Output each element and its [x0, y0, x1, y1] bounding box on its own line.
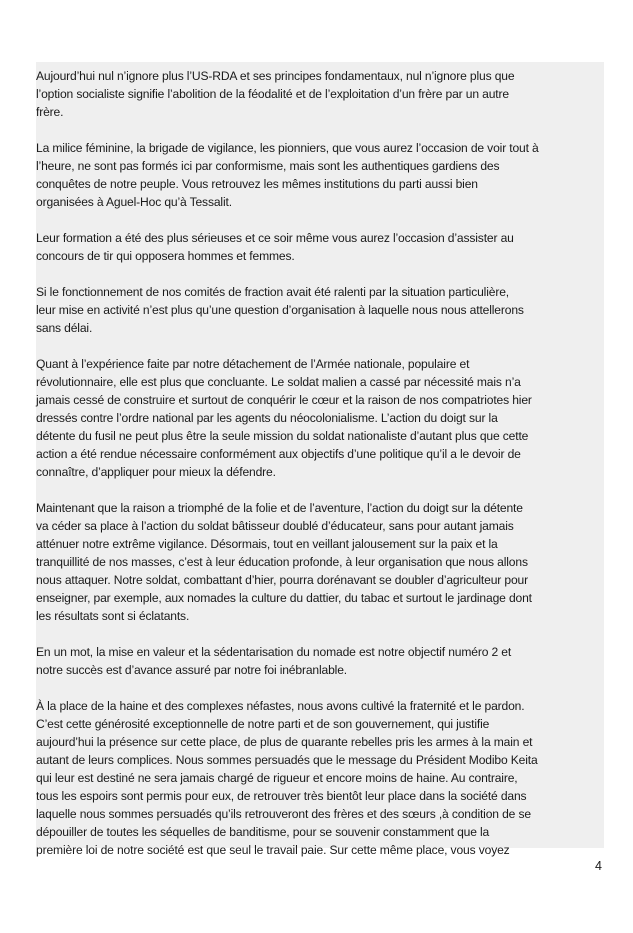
- text-line: qui leur est destiné ne sera jamais chargé de rigueur et encore moins de haine. Au contraire,: [36, 771, 518, 785]
- paragraph-6: [36, 499, 532, 625]
- text-line: dressés contre l’ordre national par les agents du néocolonialisme. L’action du doigt sur la: [36, 411, 498, 425]
- text-line: laquelle nous sommes persuadés qu’ils retrouveront des frères et des sœurs ,à condition de se: [36, 807, 531, 821]
- text-line: les résultats sont si éclatants.: [36, 609, 190, 623]
- text-line: tranquillité de nos masses, c’est à leur éducation profonde, à leur organisation que nous allons: [36, 555, 528, 569]
- text-line: connaître, d’appliquer pour mieux la défendre.: [36, 465, 276, 479]
- text-line: l’heure, ne sont pas formés ici par conformisme, mais sont les authentiques gardiens des: [36, 159, 500, 173]
- text-line: détente du fusil ne peut plus être la seule mission du soldat nationaliste d’autant plus que cette: [36, 429, 529, 443]
- text-line: enseigner, par exemple, aux nomades la culture du dattier, du tabac et surtout le jardinage dont: [36, 591, 532, 605]
- text-line: conquêtes de notre peuple. Vous retrouvez les mêmes institutions du parti aussi bien: [36, 177, 478, 191]
- text-line: Quant à l’expérience faite par notre détachement de l’Armée nationale, populaire et: [36, 357, 470, 371]
- text-line: sans délai.: [36, 321, 93, 335]
- text-line: l’option socialiste signifie l’abolition de la féodalité et de l’exploitation d’un frère par un autre: [36, 87, 509, 101]
- text-line: tous les espoirs sont permis pour eux, de retrouver très bientôt leur place dans la société dans: [36, 789, 527, 803]
- text-line: Maintenant que la raison a triomphé de la folie et de l’aventure, l’action du doigt sur la détente: [36, 501, 523, 515]
- text-line: frère.: [36, 105, 64, 119]
- text-line: action a été rendue nécessaire conformément aux objectifs d’une politique qu’il a le devoir de: [36, 447, 521, 461]
- paragraph-7: [36, 643, 511, 679]
- paragraph-1: [36, 67, 514, 121]
- paragraph-3: [36, 229, 514, 265]
- page-number: 4: [595, 859, 602, 873]
- text-line: En un mot, la mise en valeur et la sédentarisation du nomade est notre objectif numéro 2 et: [36, 645, 512, 659]
- text-line: C’est cette générosité exceptionnelle de notre parti et de son gouvernement, qui justifie: [36, 717, 490, 731]
- text-line: révolutionnaire, elle est plus que concluante. Le soldat malien a cassé par nécessité mais n’a: [36, 375, 521, 389]
- text-line: organisées à Aguel-Hoc qu’à Tessalit.: [36, 195, 232, 209]
- document-body: [36, 62, 604, 857]
- text-line: autant de leurs complices. Nous sommes persuadés que le message du Président Modibo Keita: [36, 753, 538, 767]
- paragraph-5: [36, 355, 532, 481]
- paragraph-8: [36, 697, 538, 859]
- text-line: concours de tir qui opposera hommes et femmes.: [36, 249, 295, 263]
- paragraph-2: [36, 139, 539, 211]
- text-line: va céder sa place à l’action du soldat bâtisseur doublé d’éducateur, sans pour autant jamais: [36, 519, 514, 533]
- text-line: première loi de notre société est que seul le travail paie. Sur cette même place, vous voyez: [36, 843, 510, 857]
- text-line: notre succès est d’avance assuré par notre foi inébranlable.: [36, 663, 348, 677]
- text-line: Si le fonctionnement de nos comités de fraction avait été ralenti par la situation particulière,: [36, 285, 509, 299]
- text-line: Aujourd’hui nul n’ignore plus l’US-RDA et ses principes fondamentaux, nul n’ignore plus que: [36, 69, 515, 83]
- text-line: La milice féminine, la brigade de vigilance, les pionniers, que vous aurez l’occasion de voir tout à: [36, 141, 539, 155]
- text-line: jamais cessé de construire et surtout de conquérir le cœur et la raison de nos compatriotes hier: [36, 393, 532, 407]
- text-line: leur mise en activité n’est plus qu’une question d’organisation à laquelle nous nous attellerons: [36, 303, 524, 317]
- text-line: Leur formation a été des plus sérieuses et ce soir même vous aurez l’occasion d’assister au: [36, 231, 514, 245]
- paragraph-4: [36, 283, 524, 337]
- text-line: atténuer notre extrême vigilance. Désormais, tout en veillant jalousement sur la paix et la: [36, 537, 498, 551]
- text-line: À la place de la haine et des complexes néfastes, nous avons cultivé la fraternité et le pardon.: [36, 699, 525, 713]
- text-line: aujourd’hui la présence sur cette place, de plus de quarante rebelles pris les armes à la main et: [36, 735, 533, 749]
- text-line: nous attaquer. Notre soldat, combattant d’hier, pourra dorénavant se doubler d’agriculteur pour: [36, 573, 528, 587]
- text-line: dépouiller de toutes les séquelles de banditisme, pour se souvenir constamment que la: [36, 825, 490, 839]
